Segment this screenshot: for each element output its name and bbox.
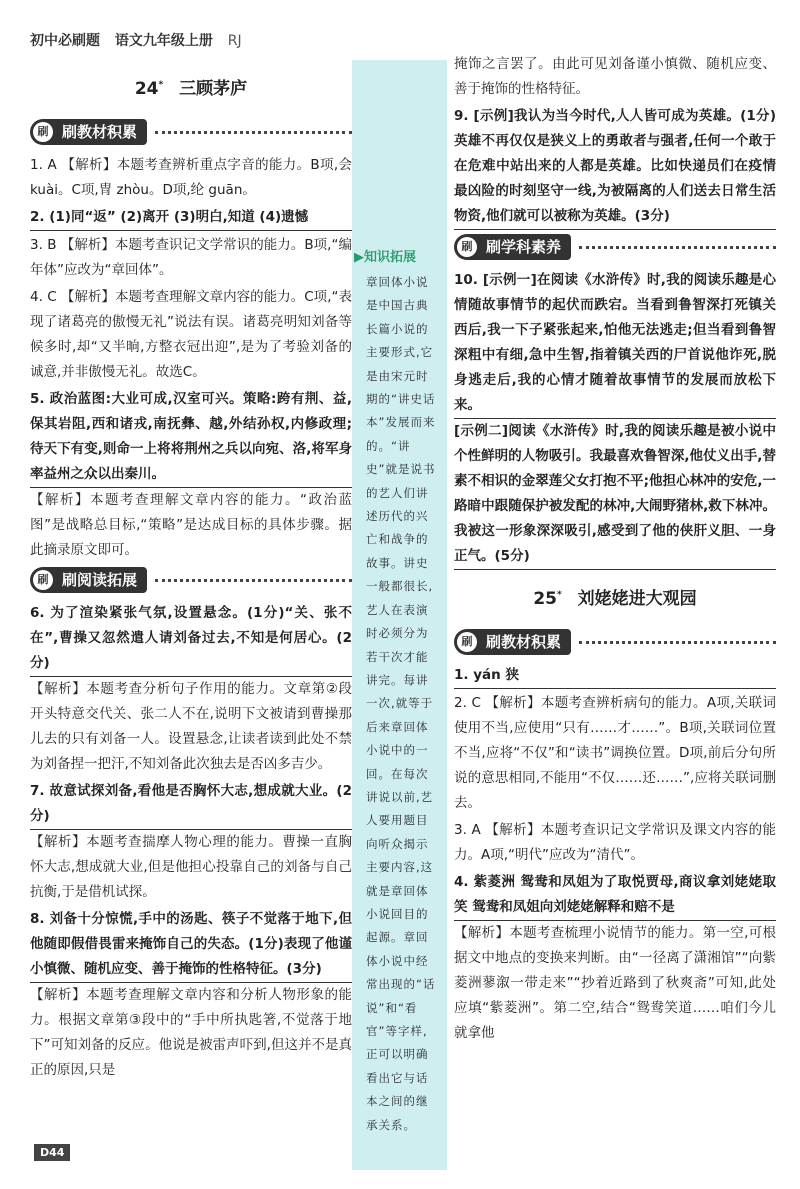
answer-r3: 3. A 【解析】本题考查识记文学常识及课文内容的能力。A项,“明代”应改为“清代”。: [454, 822, 776, 863]
section-heading-textbook: 刷 刷教材积累: [30, 119, 352, 147]
answer-5: 5. 政治蓝图:大业可成,汉室可兴。策略:跨有荆、益,保其岩阻,西和诸戎,南抚彝、越,外结孙权,内修政理;待天下有变,则命一上将将荆州之兵以向宛、洛,将军身率益州之众以出秦川。 【解析】本题考查理解文章内容的能力。“政治蓝图”是战略总目标,“策略”是达成目标的具体步骤。据此摘录原文即可。: [30, 387, 352, 563]
brush-icon: 刷: [33, 570, 53, 590]
answer-r1: 1. yán 狭: [454, 663, 776, 689]
sidebar-title: ▶知识拓展: [354, 250, 416, 265]
brush-icon: 刷: [457, 632, 477, 652]
answer-r2: 2. C 【解析】本题考查辨析病句的能力。A项,关联词使用不当,应使用“只有……才……”。B项,关联词位置不当,应将“不仅”和“读书”调换位置。D项,前后分句所说的意思相同,不能用“不仅……还……”,应将关联词删去。: [454, 695, 776, 811]
section-heading-literacy: 刷 刷学科素养: [454, 234, 776, 262]
divider: [155, 131, 352, 134]
answer-2: 2. (1)同“返” (2)离开 (3)明白,知道 (4)遗憾: [30, 205, 352, 231]
answer-8-continued: 掩饰之言罢了。由此可见刘备谨小慎微、随机应变、善于掩饰的性格特征。: [454, 56, 776, 97]
knowledge-sidebar: [352, 60, 447, 1170]
page-header: [30, 30, 252, 50]
answer-7: 7. 故意试探刘备,看他是否胸怀大志,想成就大业。(2分) 【解析】本题考查揣摩人物心理的能力。曹操一直胸怀大志,想成就大业,但是他担心投靠自己的刘备与自己抗衡,于是借机试探。: [30, 779, 352, 905]
left-column: [30, 60, 352, 1085]
section-heading-textbook-2: 刷 刷教材积累: [454, 629, 776, 657]
section-heading-reading: 刷 刷阅读拓展: [30, 567, 352, 595]
subject-name: 语文九年级上册: [114, 33, 213, 49]
edition-label: RJ: [227, 33, 242, 49]
divider: [579, 641, 776, 644]
lesson-title-24: 24* 三顾茅庐: [134, 79, 248, 99]
answer-3: 3. B 【解析】本题考查识记文学常识的能力。B项,“编年体”应改为“章回体”。: [30, 237, 352, 278]
divider: [579, 246, 776, 249]
answer-8: 8. 刘备十分惊慌,手中的汤匙、筷子不觉落于地下,但他随即假借畏雷来掩饰自己的失态。(1分)表现了他谨小慎微、随机应变、善于掩饰的性格特征。(3分) 【解析】本题考查理解文章内容和分析人物形象的能力。根据文章第③段中的“手中所执匙箸,不觉落于地下”可知刘备的反应。他说是被雷声吓到,但这并不是真正的原因,只是: [30, 907, 352, 1083]
page-number: D44: [34, 1144, 70, 1161]
brush-icon: 刷: [457, 237, 477, 257]
brand-name: 初中必刷题: [30, 33, 100, 49]
answer-1: 1. A 【解析】本题考查辨析重点字音的能力。B项,会 kuài。C项,冑 zhòu。D项,纶 guān。: [30, 157, 352, 198]
answer-4: 4. C 【解析】本题考查理解文章内容的能力。C项,“表现了诸葛亮的傲慢无礼”说法有误。诸葛亮明知刘备等候多时,却“又半晌,方整衣冠出迎”,是为了考验刘备的诚意,并非傲慢无礼。故选C。: [30, 289, 352, 380]
brush-icon: 刷: [33, 122, 53, 142]
answer-r4: 4. 紫菱洲 鸳鸯和凤姐为了取悦贾母,商议拿刘姥姥取笑 鸳鸯和凤姐向刘姥姥解释和赔不是 【解析】本题考查梳理小说情节的能力。第一空,可根据文中地点的变换来判断。由“一径离了潇湘馆”“向紫菱洲蓼溆一带走来”“抄着近路到了秋爽斋”可知,此处应填“紫菱洲”。第二空,结合“鸳鸯笑道……咱们今儿就拿他: [454, 870, 776, 1046]
answer-9: 9. [示例]我认为当今时代,人人皆可成为英雄。(1分)英雄不再仅仅是狭义上的勇敢者与强者,任何一个敢于在危难中站出来的人都是英雄。比如快递员们在疫情最凶险的时刻坚守一线,为被隔离的人们送去日常生活物资,他们就可以被称为英雄。(3分): [454, 104, 776, 230]
right-column: [454, 52, 776, 1048]
answer-10: 10. [示例一]在阅读《水浒传》时,我的阅读乐趣是心情随故事情节的起伏而跌宕。当看到鲁智深打死镇关西后,我一下子紧张起来,怕他无法逃走;但当看到鲁智深粗中有细,急中生智,指着镇关西的尸首说他诈死,脱身逃走后,我的心情才随着故事情节的发展而放松下来。 [示例二]阅读《水浒传》时,我的阅读乐趣是被小说中个性鲜明的人物吸引。我最喜欢鲁智深,他仗义出手,替素不相识的金翠莲父女打抱不平;他担心林冲的安危,一路暗中跟随保护被发配的林冲,大闹野猪林,救下林冲。我被这一形象深深吸引,感受到了他的侠肝义胆、一身正气。(5分): [454, 268, 776, 570]
sidebar-text: 章回体小说是中国古典长篇小说的主要形式,它是由宋元时期的“讲史话本”发展而来的。“讲史”就是说书的艺人们讲述历代的兴亡和战争的故事。讲史一般都很长,艺人在表演时必须分为若干次才能讲完。每讲一次,就等于后来章回体小说中的一回。在每次讲说以前,艺人要用题目向听众揭示主要内容,这就是章回体小说回目的起源。章回体小说中经常出现的“话说”和“看官”等字样,正可以明确看出它与话本之间的继承关系。: [366, 275, 436, 1132]
answer-6: 6. 为了渲染紧张气氛,设置悬念。(1分)“关、张不在”,曹操又忽然遣人请刘备过去,不知是何居心。(2分) 【解析】本题考查分析句子作用的能力。文章第②段开头特意交代关、张二人不在,说明下文被请到曹操那儿去的只有刘备一人。设置悬念,让读者读到此处不禁为刘备捏一把汗,不知刘备此次独去是否凶多吉少。: [30, 601, 352, 777]
lesson-title-25: 25* 刘姥姥进大观园: [533, 589, 697, 609]
divider: [155, 579, 352, 582]
